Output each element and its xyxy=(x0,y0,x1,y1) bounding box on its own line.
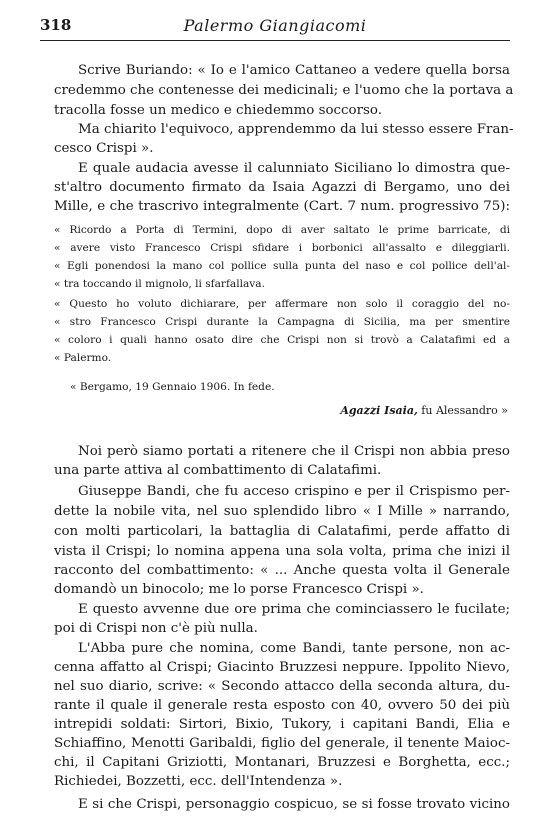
text-line: dette la nobile vita, nel suo splendido libro « I Mille » narrando, xyxy=(54,504,510,519)
quote-line: « Ricordo a Porta di Termini, dopo di aver saltato le prime barricate, di xyxy=(54,224,510,236)
quote-line: « Egli ponendosi la mano col pollice sulla punta del naso e col pollice dell'al- xyxy=(54,260,510,272)
quote-line: « tra toccando il mignolo, li sfarfallava. xyxy=(54,278,265,290)
signature-name: Agazzi Isaia, xyxy=(340,404,418,417)
text-line: una parte attiva al combattimento di Calatafimi. xyxy=(54,463,382,478)
text-line: Richiedei, Bozzetti, ecc. dell'Intendenza ». xyxy=(54,774,343,789)
quote-line: « stro Francesco Crispi durante la Campagna di Sicilia, ma per smentire xyxy=(54,316,510,328)
quote-line: « coloro i quali hanno osato dire che Crispi non si trovò a Calatafimi ed a xyxy=(54,334,510,346)
quote-line: « Questo ho voluto dichiarare, per affermare non solo il coraggio del no- xyxy=(54,298,510,310)
text-line: Ma chiarito l'equivoco, apprendemmo da lui stesso essere Fran- xyxy=(78,122,514,137)
text-line: Schiaffino, Menotti Garibaldi, figlio del generale, il tenente Maioc- xyxy=(54,736,510,751)
text-line: E quale audacia avesse il calunniato Siciliano lo dimostra que- xyxy=(78,161,510,176)
text-line: tracolla fosse un medico e chiedemmo soccorso. xyxy=(54,103,382,118)
text-line: Mille, e che trascrivo integralmente (Cart. 7 num. progressivo 75): xyxy=(54,199,510,214)
text-line: nel suo diario, scrive: « Secondo attacco della seconda altura, du- xyxy=(54,679,510,694)
text-line: vista il Crispi; lo nomina appena una sola volta, prima che inizi il xyxy=(54,544,510,559)
text-line: st'altro documento firmato da Isaia Agazzi di Bergamo, uno dei xyxy=(54,180,510,195)
text-line: L'Abba pure che nomina, come Bandi, tante persone, non ac- xyxy=(78,641,510,656)
quote-line: « Bergamo, 19 Gennaio 1906. In fede. xyxy=(70,381,275,393)
running-title: Palermo Giangiacomi xyxy=(183,16,367,35)
text-line: Giuseppe Bandi, che fu acceso crispino e per il Crispismo per- xyxy=(78,484,510,499)
text-line: cesco Crispi ». xyxy=(54,141,154,156)
text-line: cenna affatto al Crispi; Giacinto Bruzzesi neppure. Ippolito Nievo, xyxy=(54,660,510,675)
text-line: rante il quale il generale resta esposto con 40, ovvero 50 dei più xyxy=(54,698,510,713)
quote-line: « Palermo. xyxy=(54,352,112,364)
text-line: intrepidi soldati: Sirtori, Bixio, Tukory, i capitani Bandi, Elia e xyxy=(54,717,510,732)
signature-rest: fu Alessandro » xyxy=(417,404,508,417)
page-header xyxy=(40,14,510,38)
text-line: con molti particolari, la battaglia di Calatafimi, perde affatto di xyxy=(54,524,510,539)
text-line: chi, il Capitani Griziotti, Montanari, Bruzzesi e Borghetta, ecc.; xyxy=(54,755,510,770)
quote-line: « avere visto Francesco Crispi sfidare i borbonici all'assalto e dileggiarli. xyxy=(54,242,510,254)
text-line: E questo avvenne due ore prima che cominciassero le fucilate; xyxy=(78,602,510,617)
text-line: E si che Crispi, personaggio cospicuo, se si fosse trovato vicino xyxy=(78,797,510,812)
text-line: racconto del combattimento: « ... Anche questa volta il Generale xyxy=(54,563,510,578)
text-line: poi di Crispi non c'è più nulla. xyxy=(54,621,258,636)
text-line: Scrive Buriando: « Io e l'amico Cattaneo a vedere quella borsa xyxy=(78,63,510,78)
signature-line xyxy=(300,404,508,417)
text-line: credemmo che contenesse dei medicinali; e l'uomo che la portava a xyxy=(54,83,514,98)
text-line: domandò un binocolo; me lo porse Francesco Crispi ». xyxy=(54,582,424,597)
text-line: Noi però siamo portati a ritenere che il Crispi non abbia preso xyxy=(78,444,510,459)
header-rule xyxy=(40,40,510,41)
page-number: 318 xyxy=(40,16,72,34)
